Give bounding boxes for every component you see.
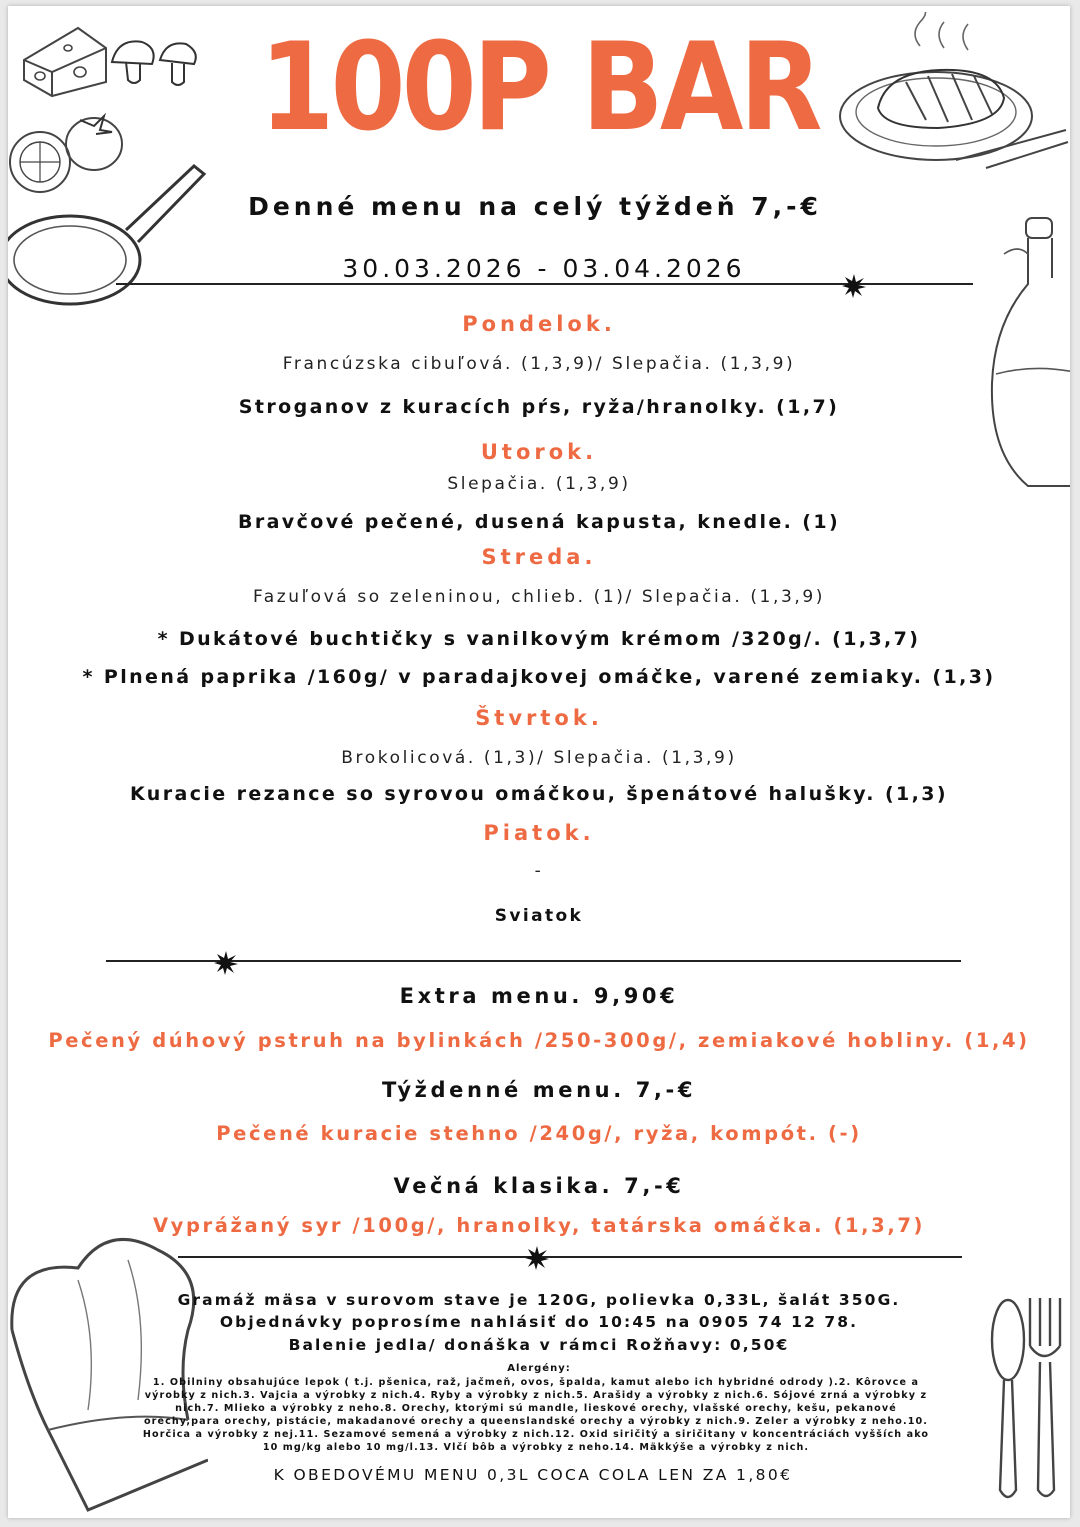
weekly-menu-heading: Denné menu na celý týždeň 7,-€ <box>248 192 822 221</box>
day-tuesday: Utorok. <box>480 440 598 464</box>
date-range: 30.03.2026 - 03.04.2026 <box>342 254 746 283</box>
allergens-list: 1. Obilniny obsahujúce lepok ( t.j. pšenica, raž, jačmeň, ovos, špalda, kamut alebo ich hybridné odrody ).2. Kôrovce a výrobky z nich.3. Vajcia a výrobky z nich.4. Ryby a výrobky z nich.5. Arašidy a výrobky z nich.6. Sójové zrná a výrobky z nich.7. Mlieko a výrobky z neho.8. Orechy, ktorými sú mandle, lieskové orechy, vlašské orechy, kešu, pekanové orechy,para orechy, pistácie, makadanové orechy a queenslandské orechy a výrobky z nich.9. Zeler a výrobky z neho.10. Horčica a výrobky z nej.11. Sezamové semená a výrobky z nich.12. Oxid siričitý a siričitany v koncentráciách vyšších ako 10 mg/kg alebo 10 mg/l.13. Vlčí bôb a výrobky z neho.14. Mäkkýše a výrobky z nich. <box>142 1377 930 1453</box>
weekly-menu-title: Týždenné menu. 7,-€ <box>381 1078 697 1102</box>
soup-thursday: Brokolicová. (1,3)/ Slepačia. (1,3,9) <box>341 748 737 768</box>
main-friday: Sviatok <box>494 906 584 926</box>
day-thursday: Štvrtok. <box>475 706 603 730</box>
soup-friday: - <box>534 861 544 881</box>
main-tuesday: Bravčové pečené, dusená kapusta, knedle. (1) <box>237 511 841 533</box>
divider-ornament <box>214 951 238 975</box>
main-wednesday-2: * Plnená paprika /160g/ v paradajkovej omáčke, varené zemiaky. (1,3) <box>82 666 996 688</box>
footer-portion-info: Gramáž mäsa v surovom stave je 120G, polievka 0,33L, šalát 350G. <box>177 1291 901 1309</box>
menu-sheet <box>8 6 1070 1518</box>
cola-offer: K OBEDOVÉMU MENU 0,3L COCA COLA LEN ZA 1,80€ <box>273 1466 793 1484</box>
classic-menu-title: Večná klasika. 7,-€ <box>393 1174 685 1198</box>
day-wednesday: Streda. <box>481 545 597 569</box>
day-monday: Pondelok. <box>462 312 616 336</box>
bar-title: 100P BAR <box>259 18 819 158</box>
footer-order-info: Objednávky poprosíme nahlásiť do 10:45 na 0905 74 12 78. <box>219 1313 859 1331</box>
divider-ornament <box>525 1246 549 1270</box>
weekly-menu-item: Pečené kuracie stehno /240g/, ryža, kompót. (-) <box>216 1122 862 1145</box>
main-thursday: Kuracie rezance so syrovou omáčkou, špenátové halušky. (1,3) <box>130 783 948 805</box>
soup-wednesday: Fazuľová so zeleninou, chlieb. (1)/ Slepačia. (1,3,9) <box>252 587 826 607</box>
extra-menu-item: Pečený dúhový pstruh na bylinkách /250-300g/, zemiakové hobliny. (1,4) <box>48 1029 1030 1052</box>
main-wednesday-1: * Dukátové buchtičky s vanilkovým krémom /320g/. (1,3,7) <box>157 628 921 650</box>
main-monday: Stroganov z kuracích pŕs, ryža/hranolky. (1,7) <box>238 396 840 418</box>
divider-ornament <box>842 274 866 298</box>
allergens-title: Alergény: <box>507 1363 571 1374</box>
soup-monday: Francúzska cibuľová. (1,3,9)/ Slepačia. (1,3,9) <box>282 354 796 374</box>
footer-delivery-info: Balenie jedla/ donáška v rámci Rožňavy: 0,50€ <box>288 1336 790 1354</box>
soup-tuesday: Slepačia. (1,3,9) <box>447 474 631 494</box>
classic-menu-item: Vyprážaný syr /100g/, hranolky, tatárska omáčka. (1,3,7) <box>152 1214 926 1237</box>
divider-bottom <box>178 1256 962 1258</box>
day-friday: Piatok. <box>483 821 595 845</box>
extra-menu-title: Extra menu. 9,90€ <box>399 984 679 1008</box>
